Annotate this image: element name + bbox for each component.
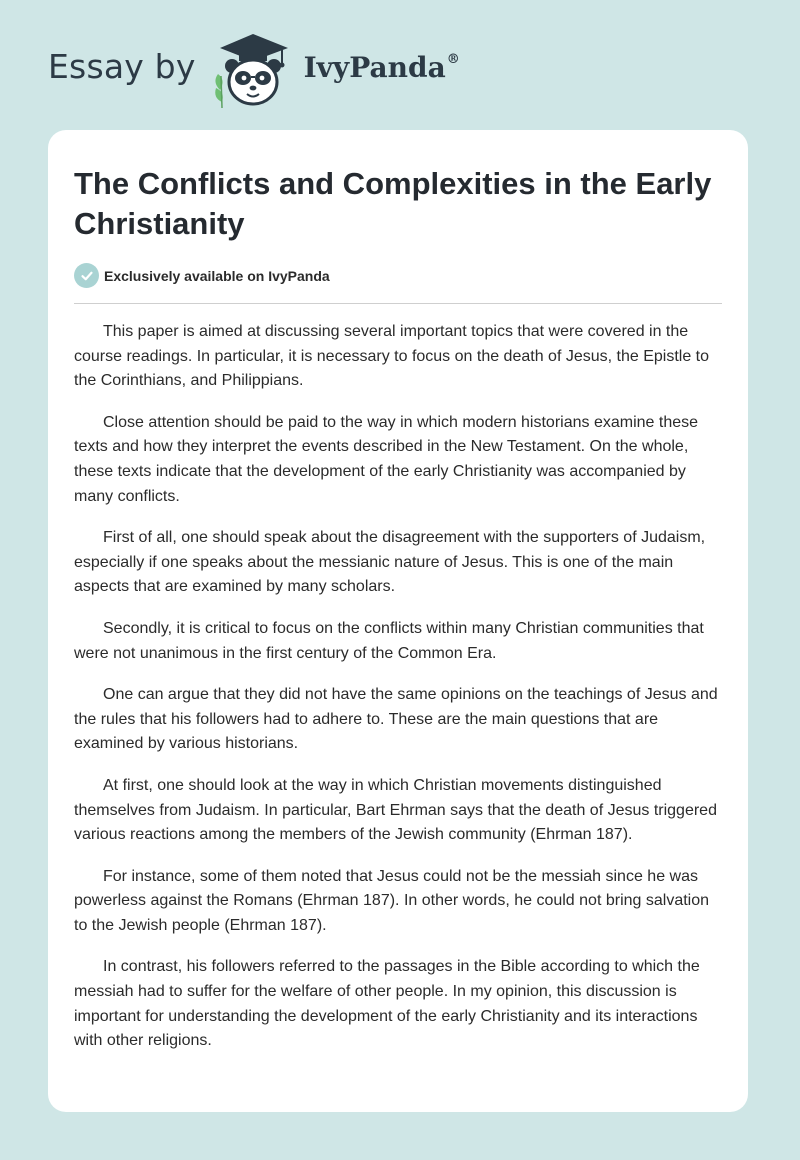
- exclusive-badge: [74, 263, 330, 288]
- panda-graduate-logo-icon[interactable]: [210, 28, 296, 110]
- essay-paragraph: At first, one should look at the way in which Christian movements distinguished themselves from Judaism. In particular, Bart Ehrman says that the death of Jesus triggered various reactions among the members of the Jewish community (Ehrman 187).: [74, 776, 717, 844]
- essay-paragraph: For instance, some of them noted that Jesus could not be the messiah since he was powerless against the Romans (Ehrman 187). In other words, he could not bring salvation to the Jewish people (Ehrman 187).: [74, 867, 710, 934]
- exclusive-badge-label: Exclusively available on IvyPanda: [104, 267, 330, 284]
- essay-paragraph: Close attention should be paid to the way in which modern historians examine these texts and how they interpret the events described in the New Testament. On the whole, these texts indicate that the development of the early Christianity was accompanied by many conflicts.: [74, 413, 699, 505]
- essay-card: [48, 130, 748, 1112]
- brand-name[interactable]: IvyPanda®: [303, 50, 460, 84]
- check-icon: [74, 263, 99, 288]
- essay-paragraph: First of all, one should speak about the disagreement with the supporters of Judaism, especially if one speaks about the messianic nature of Jesus. This is one of the main aspects that are examined by many scholars.: [74, 529, 706, 596]
- brand-prefix: Essay by: [48, 46, 196, 86]
- essay-paragraph: This paper is aimed at discussing several important topics that were covered in the course readings. In particular, it is necessary to focus on the death of Jesus, the Epistle to the Corinthians, and Philippians.: [74, 323, 710, 390]
- title-divider: [74, 303, 722, 304]
- page-title: The Conflicts and Complexities in the Early Christianity: [74, 166, 712, 241]
- essay-paragraph: Secondly, it is critical to focus on the conflicts within many Christian communities that were not unanimous in the first century of the Common Era.: [74, 619, 704, 662]
- essay-paragraph: One can argue that they did not have the same opinions on the teachings of Jesus and the rules that his followers had to adhere to. These are the main questions that are examined by various historians.: [74, 686, 718, 753]
- site-header: [48, 28, 460, 110]
- essay-paragraph: In contrast, his followers referred to the passages in the Bible according to which the messiah had to suffer for the welfare of other people. In my opinion, this discussion is important for understanding the development of the early Christianity and its interactions with other religions.: [74, 958, 700, 1050]
- essay-body: [74, 320, 724, 1071]
- registered-mark: ®: [446, 51, 460, 67]
